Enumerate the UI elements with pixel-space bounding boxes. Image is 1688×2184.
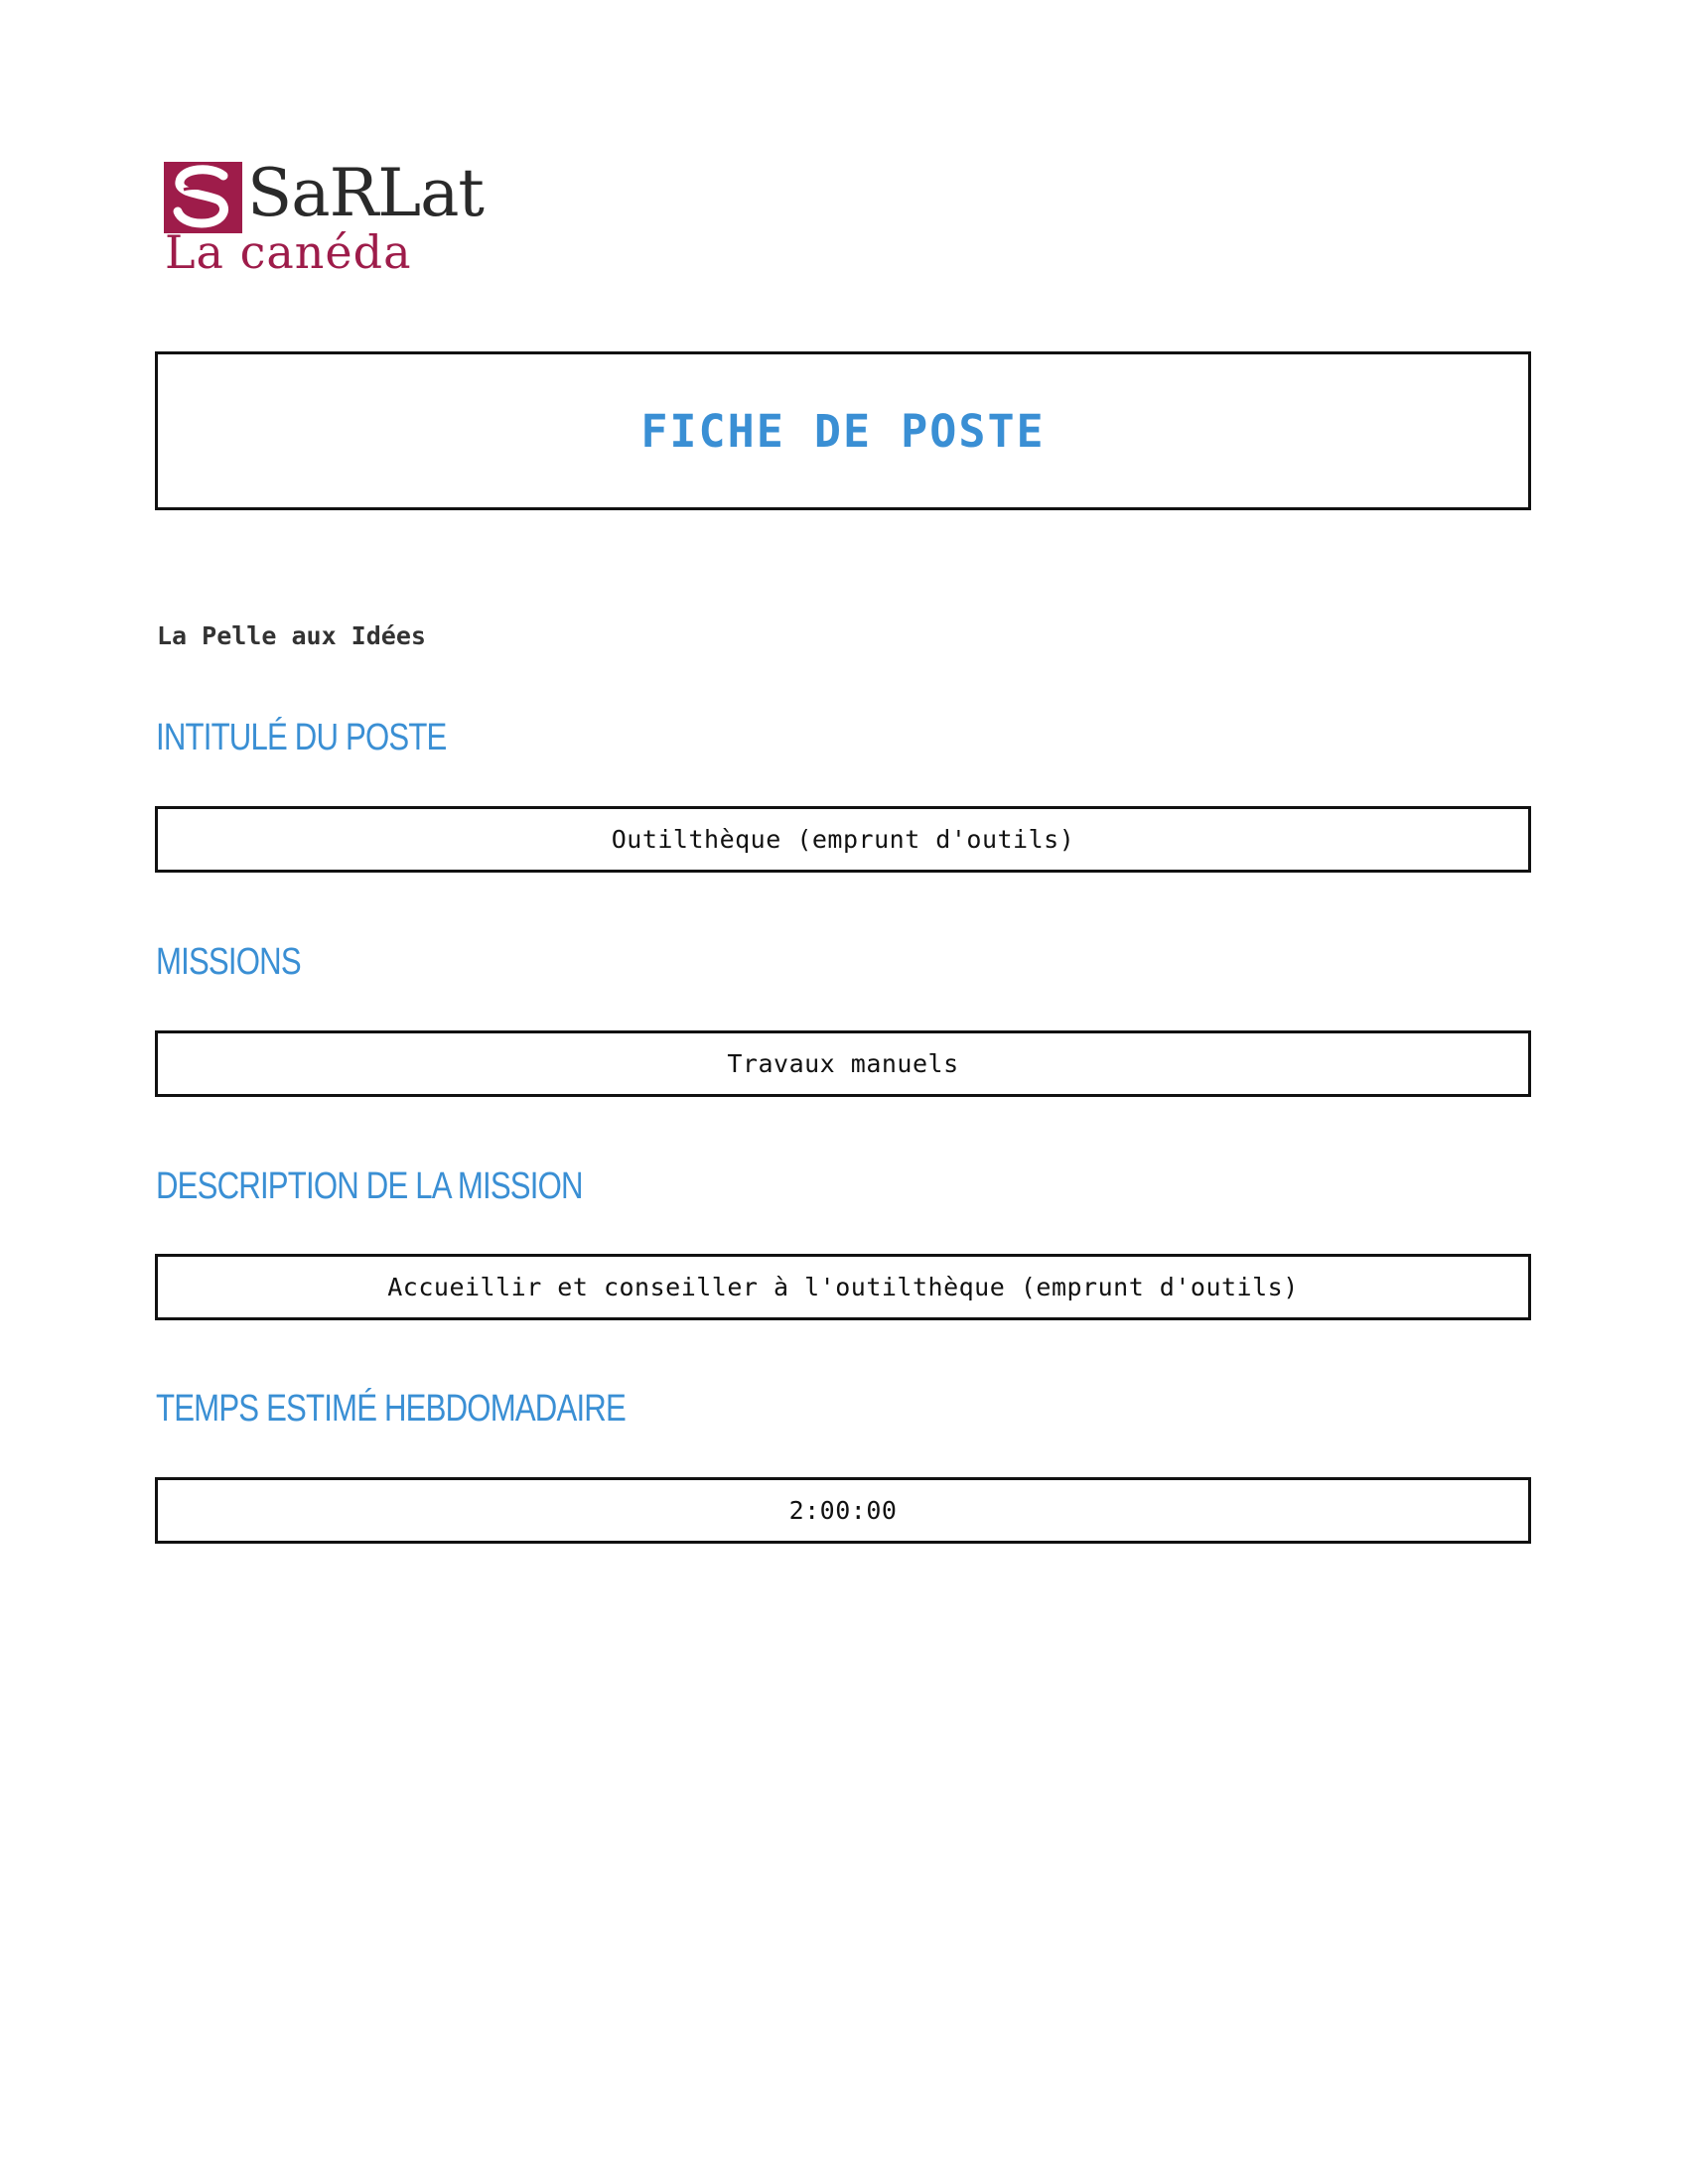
heading-mission-description: DESCRIPTION DE LA MISSION — [156, 1165, 583, 1207]
logo-subtitle: La canéda — [165, 225, 412, 279]
field-weekly-time-value: 2:00:00 — [788, 1496, 898, 1525]
organization-name: La Pelle aux Idées — [157, 621, 426, 650]
field-job-title-value: Outilthèque (emprunt d'outils) — [611, 825, 1075, 854]
field-mission-description — [155, 1254, 1531, 1320]
sarlat-logo — [164, 155, 484, 279]
page-title: FICHE DE POSTE — [640, 404, 1046, 458]
heading-missions: MISSIONS — [156, 941, 301, 983]
field-mission-description-value: Accueillir et conseiller à l'outilthèque (emprunt d'outils) — [387, 1273, 1299, 1301]
title-box — [155, 351, 1531, 510]
logo-word-text: SaRLat — [247, 155, 484, 231]
heading-weekly-time: TEMPS ESTIMÉ HEBDOMADAIRE — [156, 1388, 626, 1430]
field-missions-value: Travaux manuels — [727, 1049, 959, 1078]
field-missions — [155, 1030, 1531, 1097]
field-job-title — [155, 806, 1531, 873]
field-weekly-time — [155, 1477, 1531, 1544]
heading-job-title: INTITULÉ DU POSTE — [156, 717, 447, 758]
